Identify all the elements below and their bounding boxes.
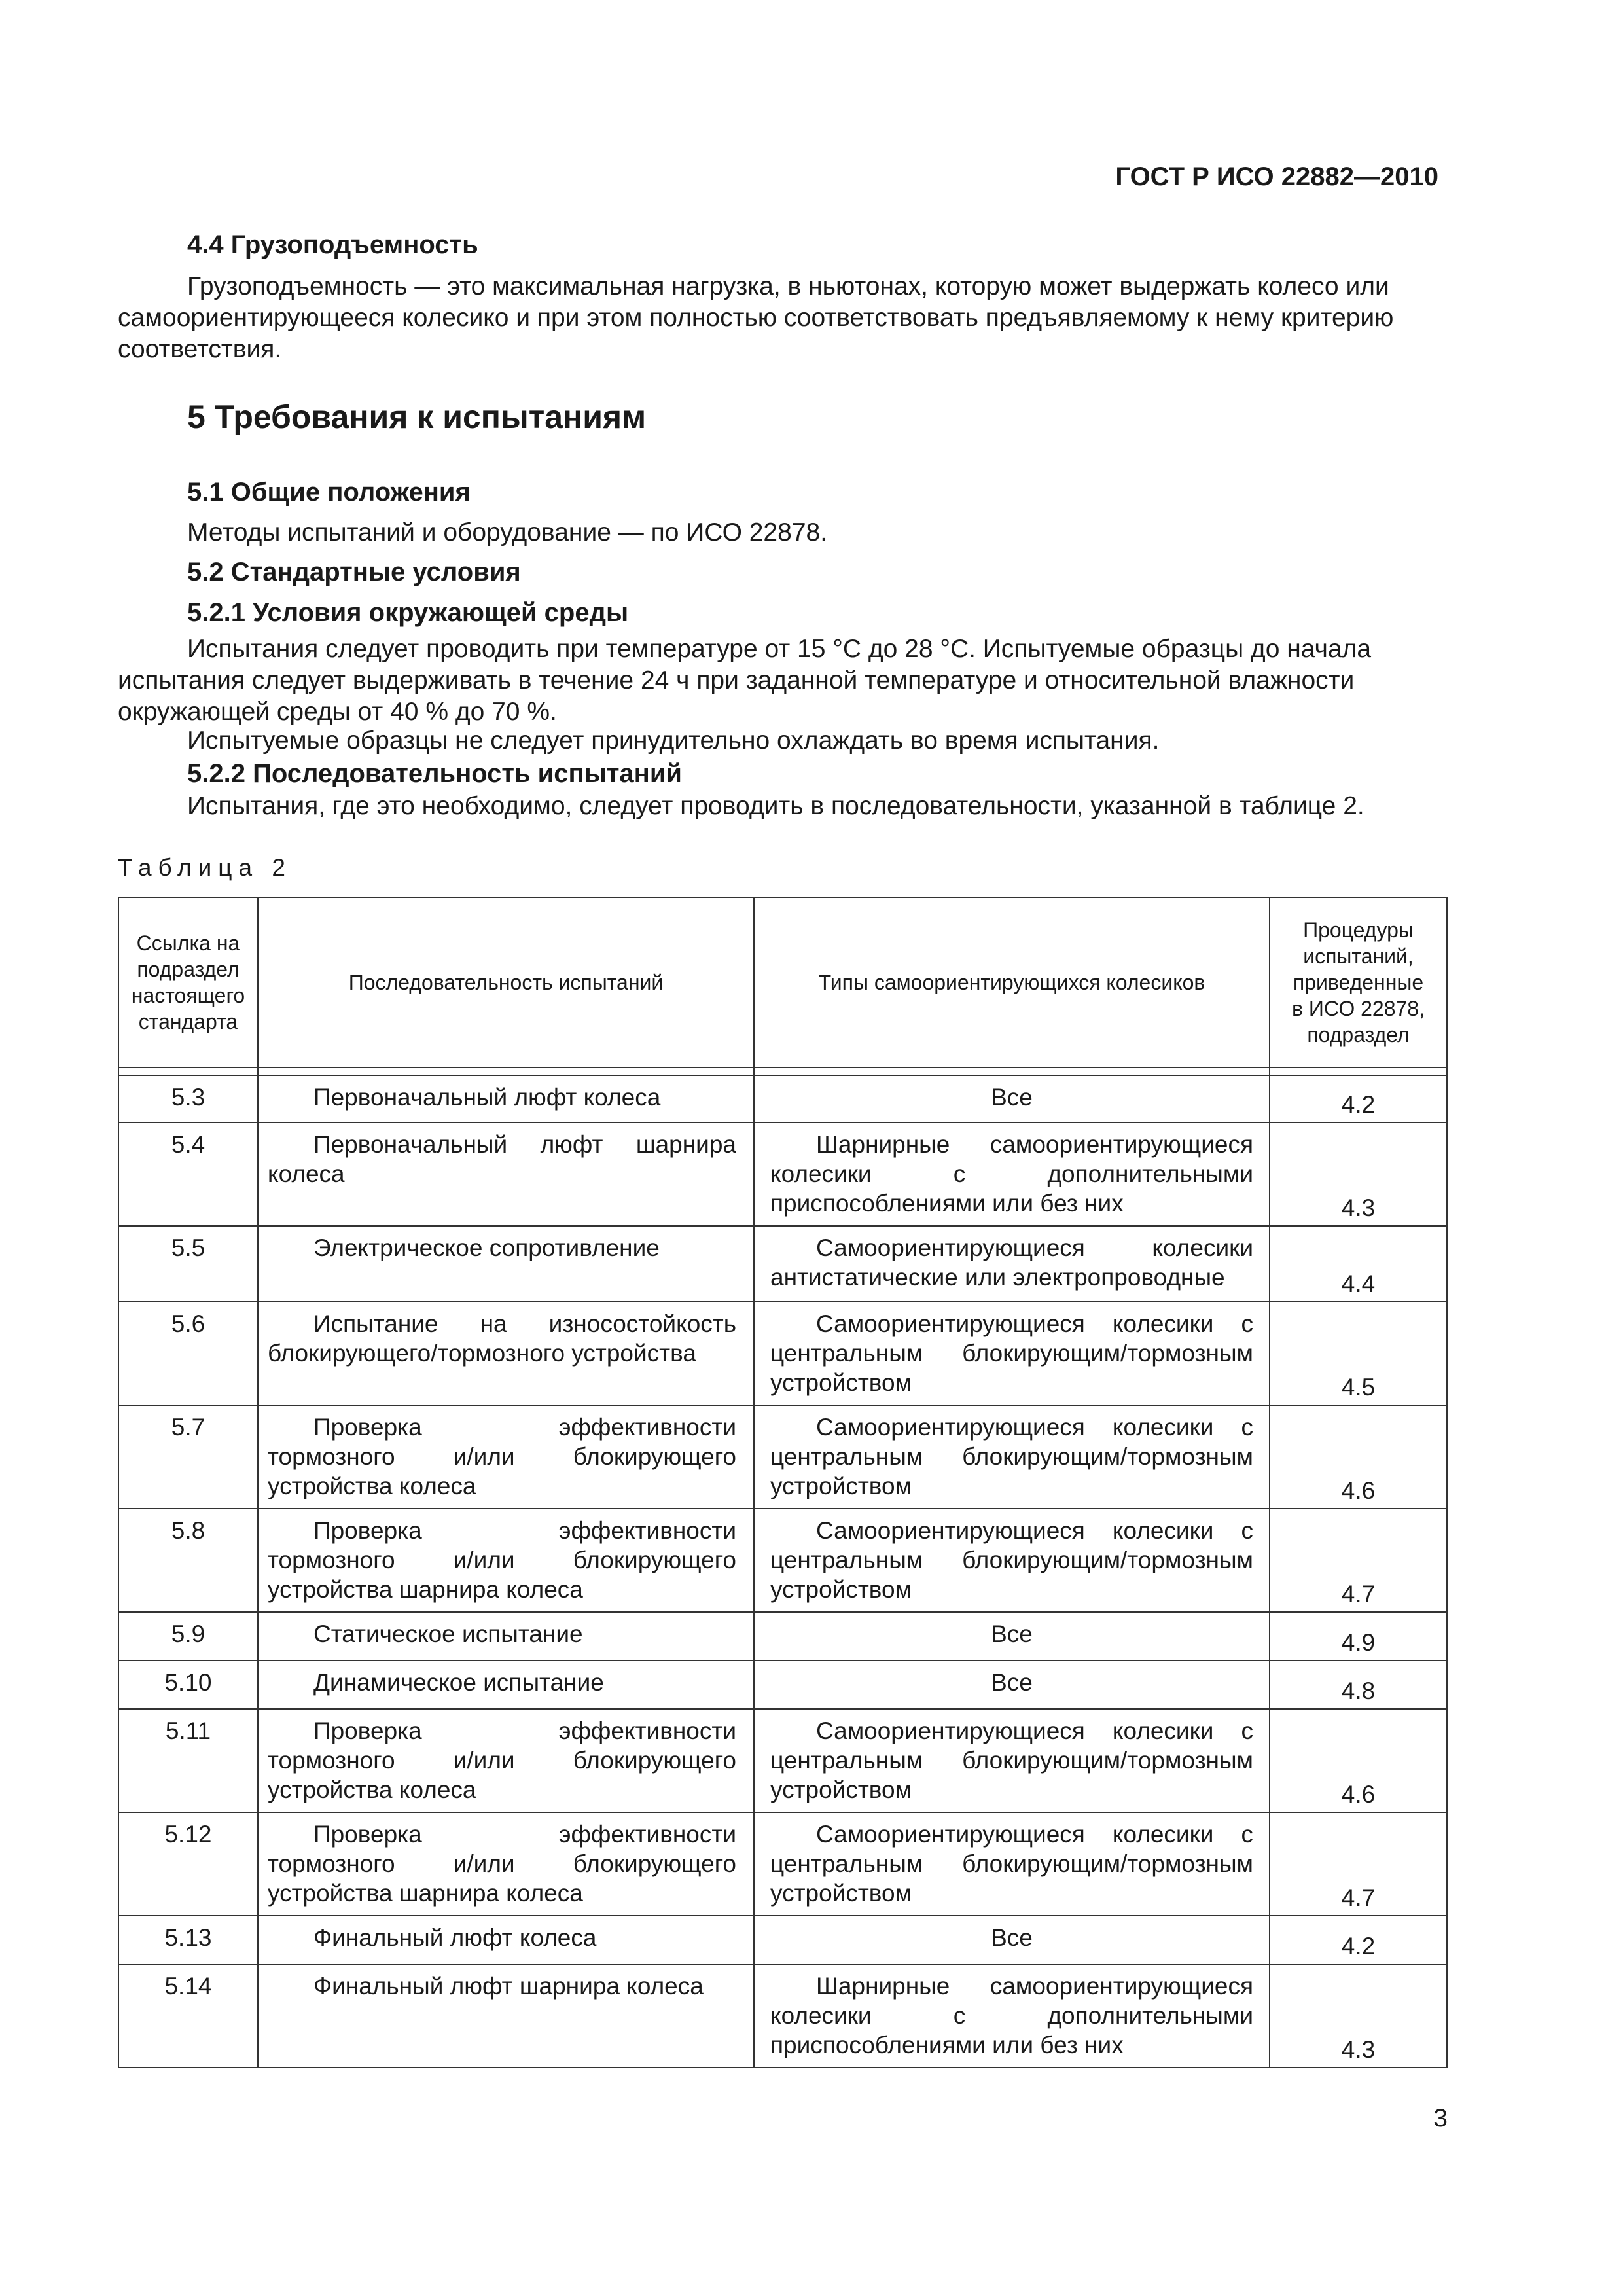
cell-test: Испытание на износостойкость блокирующего/тормозного устройства xyxy=(258,1302,754,1405)
cell-proc: 4.2 xyxy=(1270,1916,1447,1964)
cell-types: Все xyxy=(754,1075,1270,1122)
cell-ref: 5.13 xyxy=(118,1916,258,1964)
cell-test: Электрическое сопротивление xyxy=(258,1226,754,1302)
cell-ref: 5.9 xyxy=(118,1612,258,1660)
cell-proc: 4.3 xyxy=(1270,1122,1447,1226)
cell-test: Статическое испытание xyxy=(258,1612,754,1660)
cell-ref: 5.5 xyxy=(118,1226,258,1302)
cell-ref: 5.14 xyxy=(118,1964,258,2068)
cell-proc: 4.3 xyxy=(1270,1964,1447,2068)
cell-types: Самоориентирующиеся колесики с центральным блокирующим/тормозным устройством xyxy=(754,1709,1270,1812)
cell-proc: 4.7 xyxy=(1270,1812,1447,1916)
cell-test: Динамическое испытание xyxy=(258,1660,754,1709)
cell-ref: 5.10 xyxy=(118,1660,258,1709)
cell-proc: 4.8 xyxy=(1270,1660,1447,1709)
cell-ref: 5.8 xyxy=(118,1509,258,1612)
cell-types: Шарнирные самоориентирующиеся колесики с дополнительными приспособлениями или без них xyxy=(754,1122,1270,1226)
table-row xyxy=(118,1226,1447,1302)
paragraph-5-2-1: Испытания следует проводить при температуре от 15 °С до 28 °С. Испытуемые образцы до начала испытания следует выдерживать в течение 24 ч при заданной температуре и относительной влажности окружающей среды от 40 % до 70 %. xyxy=(118,635,1372,726)
cell-ref: 5.6 xyxy=(118,1302,258,1405)
cell-test: Проверка эффективности тормозного и/или блокирующего устройства шарнира колеса xyxy=(258,1812,754,1916)
heading-5: 5 Требования к испытаниям xyxy=(187,399,647,435)
cell-test: Первоначальный люфт шарнира колеса xyxy=(258,1122,754,1226)
column-header: Процедуры испытаний, приведенные в ИСО 22878, подраздел xyxy=(1270,897,1447,1067)
cell-test: Финальный люфт колеса xyxy=(258,1916,754,1964)
heading-5-2: 5.2 Стандартные условия xyxy=(187,558,521,586)
table-row xyxy=(118,1405,1447,1509)
cell-test: Финальный люфт шарнира колеса xyxy=(258,1964,754,2068)
cell-types: Самоориентирующиеся колесики с центральным блокирующим/тормозным устройством xyxy=(754,1812,1270,1916)
table-row xyxy=(118,1660,1447,1709)
table-header-row xyxy=(118,897,1447,1067)
cell-types: Шарнирные самоориентирующиеся колесики с дополнительными приспособлениями или без них xyxy=(754,1964,1270,2068)
table-row xyxy=(118,1916,1447,1964)
cell-types: Самоориентирующиеся колесики с центральным блокирующим/тормозным устройством xyxy=(754,1509,1270,1612)
heading-5-2-1: 5.2.1 Условия окружающей среды xyxy=(187,598,629,627)
column-header: Типы самоориентирующихся колесиков xyxy=(754,897,1270,1067)
table-row xyxy=(118,1709,1447,1812)
cell-ref: 5.12 xyxy=(118,1812,258,1916)
paragraph-5-2-1-cooling: Испытуемые образцы не следует принудительно охлаждать во время испытания. xyxy=(187,726,1160,755)
table-row xyxy=(118,1302,1447,1405)
cell-types: Все xyxy=(754,1612,1270,1660)
column-header: Последовательность испытаний xyxy=(258,897,754,1067)
cell-test: Проверка эффективности тормозного и/или блокирующего устройства колеса xyxy=(258,1405,754,1509)
test-sequence-table xyxy=(118,897,1448,2068)
column-header: Ссылка на подраздел настоящего стандарта xyxy=(118,897,258,1067)
cell-proc: 4.4 xyxy=(1270,1226,1447,1302)
cell-proc: 4.9 xyxy=(1270,1612,1447,1660)
header-separator-row xyxy=(118,1067,1447,1075)
paragraph-5-1: Методы испытаний и оборудование — по ИСО 22878. xyxy=(187,518,828,547)
cell-types: Самоориентирующиеся колесики с центральным блокирующим/тормозным устройством xyxy=(754,1405,1270,1509)
cell-test: Проверка эффективности тормозного и/или блокирующего устройства шарнира колеса xyxy=(258,1509,754,1612)
cell-types: Самоориентирующиеся колесики антистатические или электропроводные xyxy=(754,1226,1270,1302)
heading-4-4: 4.4 Грузоподъемность xyxy=(187,230,478,259)
cell-proc: 4.2 xyxy=(1270,1075,1447,1122)
cell-ref: 5.11 xyxy=(118,1709,258,1812)
paragraph-4-4: Грузоподъемность — это максимальная нагрузка, в ньютонах, которую может выдержать колесо или самоориентирующееся колесико и при этом полностью соответствовать предъявляемому к нему критерию соответствия. xyxy=(118,272,1394,363)
page-number: 3 xyxy=(1433,2104,1448,2132)
table-label: Таблица 2 xyxy=(118,854,292,881)
table-row xyxy=(118,1509,1447,1612)
document-code: ГОСТ Р ИСО 22882—2010 xyxy=(1115,162,1438,191)
table-row xyxy=(118,1122,1447,1226)
cell-proc: 4.6 xyxy=(1270,1405,1447,1509)
cell-types: Все xyxy=(754,1916,1270,1964)
cell-ref: 5.4 xyxy=(118,1122,258,1226)
table-row xyxy=(118,1964,1447,2068)
heading-5-2-2: 5.2.2 Последовательность испытаний xyxy=(187,759,683,788)
paragraph-5-2-2: Испытания, где это необходимо, следует проводить в последовательности, указанной в таблице 2. xyxy=(187,792,1364,820)
cell-proc: 4.5 xyxy=(1270,1302,1447,1405)
cell-ref: 5.3 xyxy=(118,1075,258,1122)
cell-test: Первоначальный люфт колеса xyxy=(258,1075,754,1122)
table-row xyxy=(118,1075,1447,1122)
table-row xyxy=(118,1612,1447,1660)
cell-proc: 4.7 xyxy=(1270,1509,1447,1612)
cell-ref: 5.7 xyxy=(118,1405,258,1509)
cell-test: Проверка эффективности тормозного и/или блокирующего устройства колеса xyxy=(258,1709,754,1812)
table-row xyxy=(118,1812,1447,1916)
heading-5-1: 5.1 Общие положения xyxy=(187,478,471,507)
cell-types: Самоориентирующиеся колесики с центральным блокирующим/тормозным устройством xyxy=(754,1302,1270,1405)
cell-proc: 4.6 xyxy=(1270,1709,1447,1812)
cell-types: Все xyxy=(754,1660,1270,1709)
